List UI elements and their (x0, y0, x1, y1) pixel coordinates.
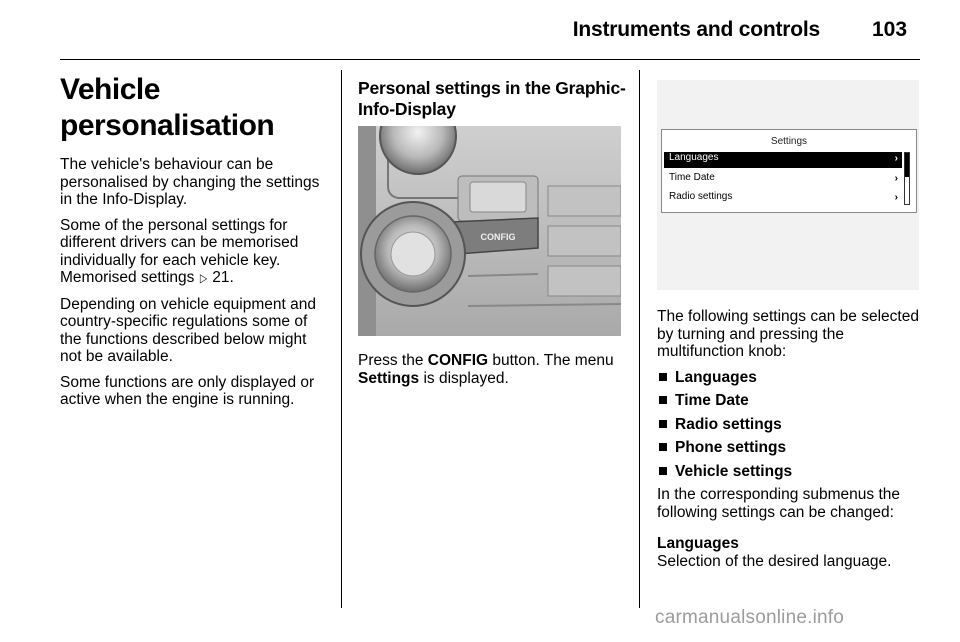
console-illustration (358, 126, 621, 336)
list-item: Time Date (657, 392, 922, 410)
paragraph: The following settings can be selected by turning and pressing the multifunction knob: (657, 308, 919, 360)
console-photo (358, 126, 621, 336)
config-term: CONFIG (427, 352, 489, 369)
paragraph (60, 217, 330, 288)
column-1 (60, 72, 330, 417)
bullet-square-icon (659, 467, 667, 475)
column-2 (358, 78, 626, 395)
list-item: Phone settings (657, 439, 922, 457)
settings-screen (661, 129, 917, 213)
screen-menu-item-languages: Languages › (664, 152, 902, 168)
config-button-label: CONFIG (480, 232, 516, 242)
settings-term: Settings (358, 369, 420, 387)
screen-title: Settings (770, 136, 808, 147)
paragraph: Depending on vehicle equipment and country-specific regulations some of the functions described below might not be available. (60, 295, 316, 365)
chevron-right-icon: › (894, 192, 898, 203)
screen-scrollbar (904, 152, 910, 205)
paragraph-text: Some of the personal settings for different drivers can be memorised individually for each vehicle key. Memorised settings (60, 216, 299, 286)
bullet-square-icon (659, 420, 667, 428)
running-header-title: Instruments and controls (572, 18, 820, 41)
settings-display-image (657, 80, 919, 290)
column-divider-1 (341, 70, 342, 608)
page-number: 103 (872, 18, 908, 41)
section-heading: Vehicle personalisation (60, 73, 275, 142)
column-3 (657, 80, 922, 578)
triangle-arrow-icon: ▷ (199, 271, 208, 285)
sub-heading-languages: Languages (657, 535, 739, 552)
paragraph: Selection of the desired language. (657, 552, 892, 570)
paragraph: Press the CONFIG button. The menu Settings is displayed. (358, 352, 614, 387)
list-item: Languages (657, 369, 922, 387)
chevron-right-icon: › (894, 173, 898, 184)
list-item: Radio settings (657, 416, 922, 434)
list-item: Vehicle settings (657, 463, 922, 481)
page-reference[interactable]: 21. (212, 269, 234, 286)
paragraph: Some functions are only displayed or active when the engine is running. (60, 373, 315, 408)
paragraph: The vehicle's behaviour can be personalised by changing the settings in the Info-Display. (60, 156, 320, 208)
column-divider-2 (639, 70, 640, 608)
chevron-right-icon: › (894, 153, 898, 164)
screen-menu-item-radio-settings: Radio settings › (669, 191, 898, 203)
watermark: carmanualsonline.info (655, 607, 845, 628)
bullet-square-icon (659, 443, 667, 451)
bullet-square-icon (659, 373, 667, 381)
subsection-heading: Personal settings in the Graphic-Info-Display (358, 78, 626, 119)
paragraph: In the corresponding submenus the following settings can be changed: (657, 486, 900, 521)
screen-menu-item-time-date: Time Date › (669, 172, 898, 184)
header-rule (60, 59, 920, 60)
bullet-square-icon (659, 396, 667, 404)
settings-list (657, 369, 922, 481)
